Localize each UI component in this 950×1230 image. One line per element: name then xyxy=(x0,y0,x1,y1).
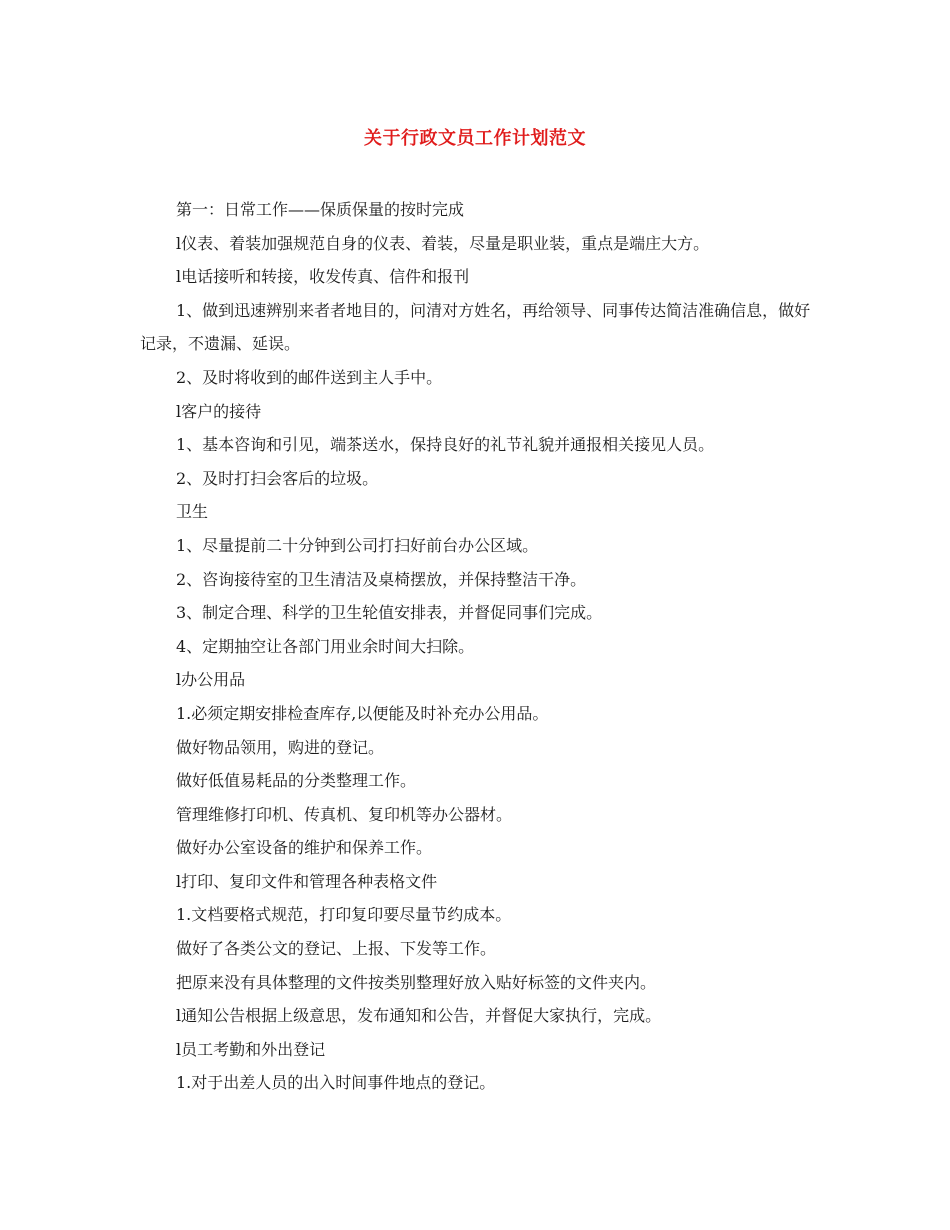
paragraph: 1、做到迅速辨别来者者地目的，问清对方姓名，再给领导、同事传达简洁准确信息，做好记录，不遗漏、延误。 xyxy=(140,300,811,354)
paragraph: 做好低值易耗品的分类整理工作。 xyxy=(176,771,417,791)
paragraph: 2、及时将收到的邮件送到主人手中。 xyxy=(176,367,443,387)
paragraph: 做好物品领用，购进的登记。 xyxy=(176,737,385,757)
paragraph: l仪表、着装加强规范自身的仪表、着装，尽量是职业装，重点是端庄大方。 xyxy=(176,233,710,253)
paragraph: l办公用品 xyxy=(176,670,246,690)
paragraph: 4、定期抽空让各部门用业余时间大扫除。 xyxy=(176,636,475,656)
paragraph: 做好办公室设备的维护和保养工作。 xyxy=(176,838,433,858)
paragraph: 卫生 xyxy=(176,502,209,522)
paragraph: 1.必须定期安排检查库存,以便能及时补充办公用品。 xyxy=(176,703,549,723)
paragraph: l打印、复印文件和管理各种表格文件 xyxy=(176,871,438,891)
paragraph: 第一：日常工作——保质保量的按时完成 xyxy=(176,200,465,219)
paragraph: 3、制定合理、科学的卫生轮值安排表，并督促同事们完成。 xyxy=(176,603,603,623)
paragraph: 1.对于出差人员的出入时间事件地点的登记。 xyxy=(176,1073,496,1093)
paragraph: l员工考勤和外出登记 xyxy=(176,1039,326,1059)
paragraph: 1、基本咨询和引见，端茶送水，保持良好的礼节礼貌并通报相关接见人员。 xyxy=(176,435,715,455)
paragraph: 1.文档要格式规范，打印复印要尽量节约成本。 xyxy=(176,905,512,925)
paragraph: 1、尽量提前二十分钟到公司打扫好前台办公区域。 xyxy=(176,535,539,555)
paragraph: l电话接听和转接，收发传真、信件和报刊 xyxy=(176,267,470,287)
paragraph: 2、及时打扫会客后的垃圾。 xyxy=(176,468,379,488)
document-title: 关于行政文员工作计划范文 xyxy=(364,128,586,149)
paragraph: 管理维修打印机、传真机、复印机等办公器材。 xyxy=(176,804,513,824)
paragraph: l客户的接待 xyxy=(176,401,262,421)
document-body xyxy=(140,193,820,1100)
paragraph: 把原来没有具体整理的文件按类别整理好放入贴好标签的文件夹内。 xyxy=(176,972,657,992)
paragraph: 2、咨询接待室的卫生清洁及桌椅摆放，并保持整洁干净。 xyxy=(176,569,587,589)
paragraph: 做好了各类公文的登记、上报、下发等工作。 xyxy=(176,939,497,959)
paragraph: l通知公告根据上级意思，发布通知和公告，并督促大家执行，完成。 xyxy=(176,1006,662,1026)
